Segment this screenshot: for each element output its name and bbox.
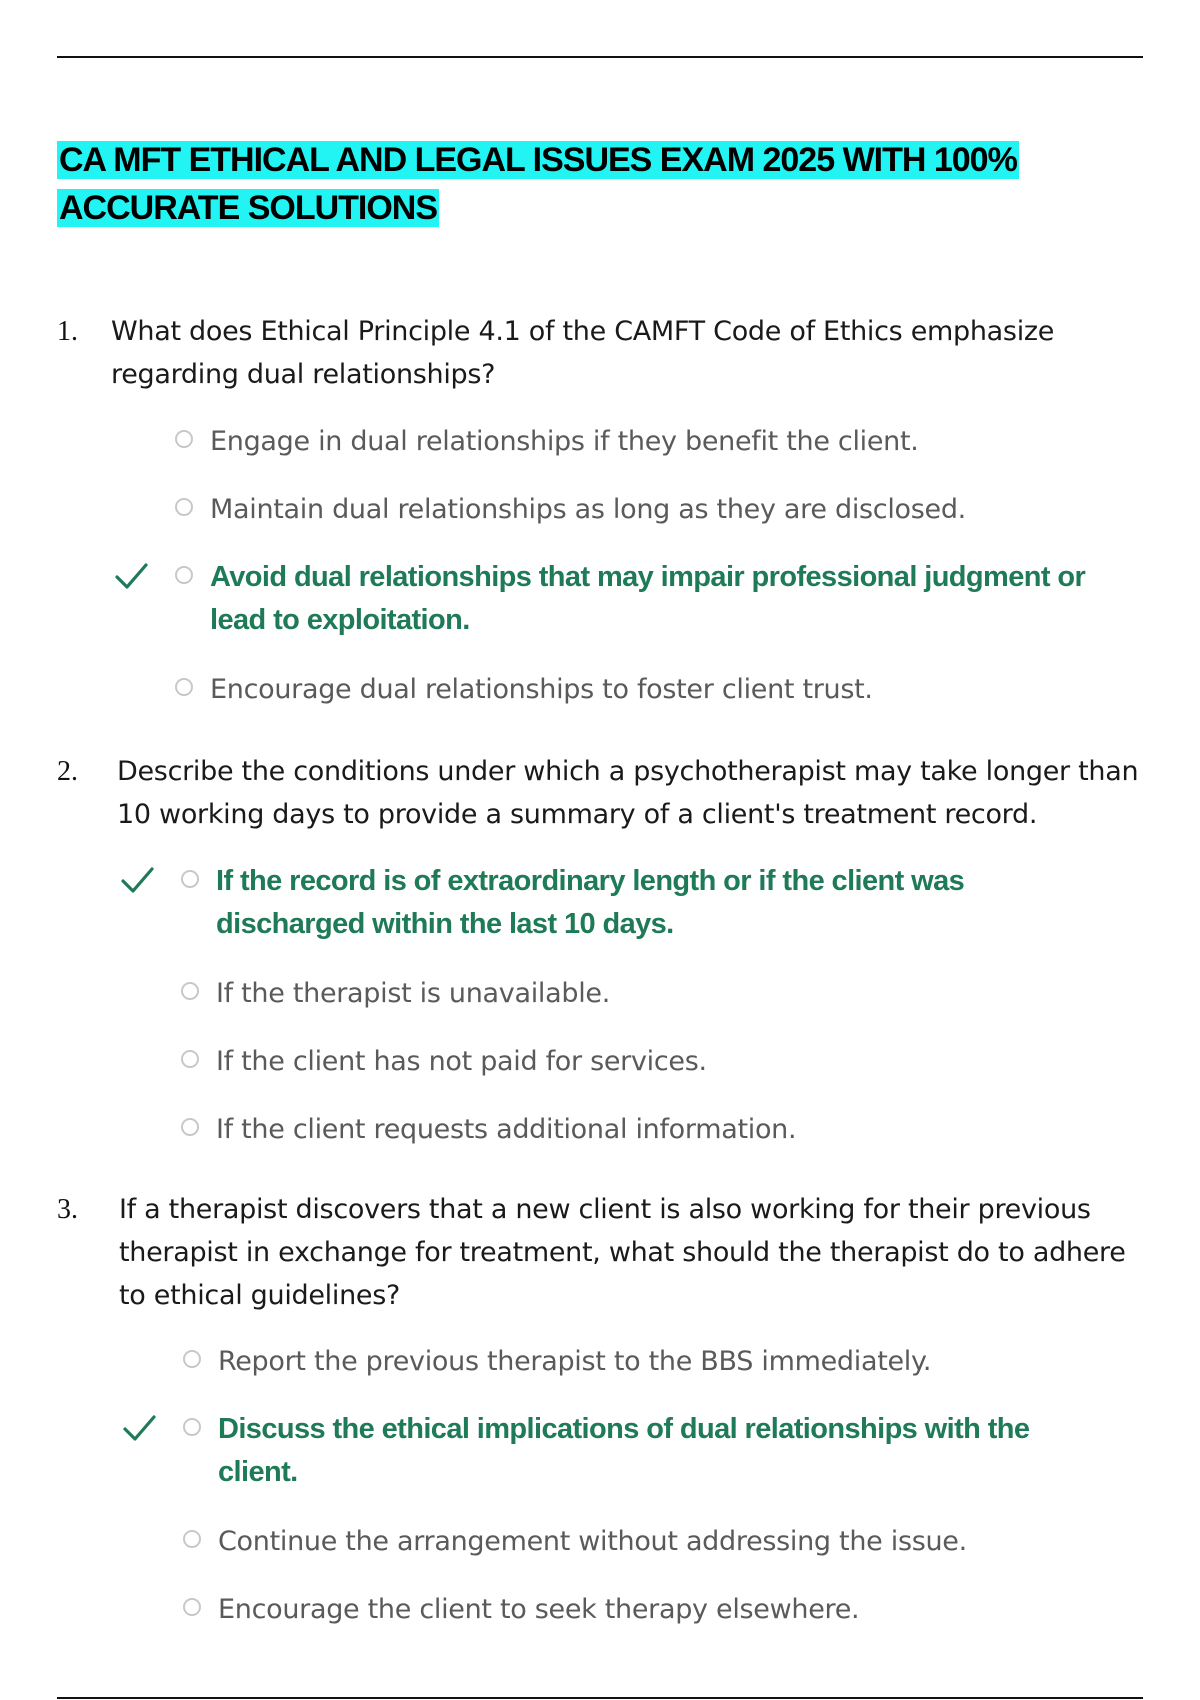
option-text: Encourage the client to seek therapy elsewhere.: [218, 1594, 860, 1625]
option-text: Avoid dual relationships that may impair professional judgment or lead to exploitation.: [210, 561, 1086, 636]
option-text: If the record is of extraordinary length or if the client was discharged within the last 10 days.: [216, 865, 965, 940]
option-text: If the client requests additional information.: [216, 1114, 797, 1145]
radio-button[interactable]: [175, 678, 193, 696]
checkmark-icon: [119, 862, 155, 898]
bottom-rule: [57, 1697, 1143, 1699]
page-title: [57, 136, 1137, 232]
option-text: Report the previous therapist to the BBS immediately.: [218, 1346, 932, 1377]
radio-button[interactable]: [181, 1118, 199, 1136]
question-text: Describe the conditions under which a psychotherapist may take longer than 10 working days to provide a summary of a client's treatment record.: [117, 756, 1139, 830]
radio-button[interactable]: [175, 430, 193, 448]
option-text: Discuss the ethical implications of dual relationships with the client.: [218, 1413, 1030, 1488]
radio-button[interactable]: [183, 1598, 201, 1616]
option-text: If the client has not paid for services.: [216, 1046, 707, 1077]
title-highlight: CA MFT ETHICAL AND LEGAL ISSUES EXAM 2025 WITH 100% ACCURATE SOLUTIONS: [59, 141, 1017, 227]
question-3: [57, 1188, 1147, 1648]
radio-button[interactable]: [181, 1050, 199, 1068]
question-number: 3.: [57, 1194, 78, 1225]
question-2: [57, 750, 1147, 1150]
radio-button[interactable]: [175, 498, 193, 516]
radio-button[interactable]: [181, 982, 199, 1000]
radio-button[interactable]: [183, 1418, 201, 1436]
option-text: Encourage dual relationships to foster client trust.: [210, 674, 873, 705]
question-1: [57, 310, 1147, 710]
option-text: Continue the arrangement without addressing the issue.: [218, 1526, 967, 1557]
question-text: If a therapist discovers that a new client is also working for their previous therapist in exchange for treatment, what should the therapist do to adhere to ethical guidelines?: [119, 1194, 1126, 1311]
option-text: Maintain dual relationships as long as they are disclosed.: [210, 494, 966, 525]
question-number: 2.: [57, 756, 78, 787]
top-rule: [57, 56, 1143, 58]
option-text: Engage in dual relationships if they benefit the client.: [210, 426, 919, 457]
checkmark-icon: [113, 558, 149, 594]
radio-button[interactable]: [183, 1350, 201, 1368]
radio-button[interactable]: [183, 1530, 201, 1548]
radio-button[interactable]: [175, 566, 193, 584]
option-text: If the therapist is unavailable.: [216, 978, 611, 1009]
radio-button[interactable]: [181, 870, 199, 888]
checkmark-icon: [121, 1410, 157, 1446]
question-number: 1.: [57, 316, 78, 347]
question-text: What does Ethical Principle 4.1 of the CAMFT Code of Ethics emphasize regarding dual relationships?: [111, 316, 1055, 390]
